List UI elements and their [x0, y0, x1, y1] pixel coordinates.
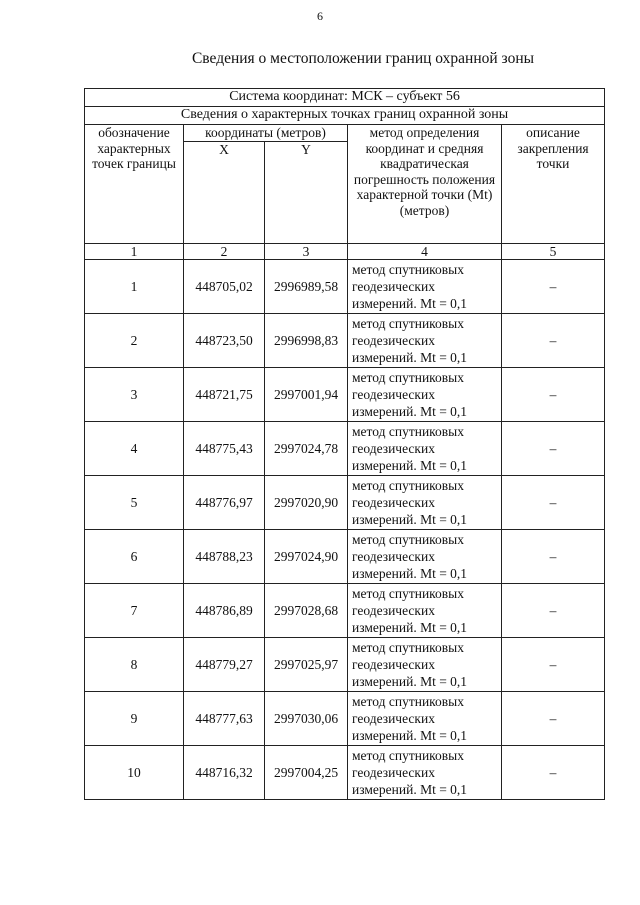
method-cell: метод спутниковых геодезических измерений. Mt = 0,1: [348, 260, 502, 314]
method-cell: метод спутниковых геодезических измерений. Mt = 0,1: [348, 746, 502, 800]
x-coordinate-cell: 448705,02: [184, 260, 265, 314]
point-number-cell: 10: [85, 746, 184, 800]
x-coordinate-cell: 448776,97: [184, 476, 265, 530]
table-row: [85, 692, 605, 746]
description-cell: –: [502, 638, 605, 692]
x-coordinate-cell: 448716,32: [184, 746, 265, 800]
table-row: [85, 584, 605, 638]
y-coordinate-cell: 2997024,90: [265, 530, 348, 584]
y-coordinate-cell: 2997028,68: [265, 584, 348, 638]
description-cell: –: [502, 746, 605, 800]
x-coordinate-cell: 448779,27: [184, 638, 265, 692]
column-number: 3: [265, 243, 348, 260]
table-row: [85, 368, 605, 422]
table-row: [85, 422, 605, 476]
point-number-cell: 8: [85, 638, 184, 692]
y-coordinate-cell: 2996989,58: [265, 260, 348, 314]
column-number: 1: [85, 243, 184, 260]
header-point-designation: обозначение характерных точек границы: [85, 125, 184, 244]
point-number-cell: 9: [85, 692, 184, 746]
x-coordinate-cell: 448775,43: [184, 422, 265, 476]
table-row: [85, 476, 605, 530]
description-cell: –: [502, 476, 605, 530]
column-number: 4: [348, 243, 502, 260]
point-number-cell: 1: [85, 260, 184, 314]
y-coordinate-cell: 2997024,78: [265, 422, 348, 476]
point-number-cell: 6: [85, 530, 184, 584]
header-description: описание закрепления точки: [502, 125, 605, 244]
section-title-header: Сведения о характерных точках границ охранной зоны: [85, 107, 605, 125]
x-coordinate-cell: 448723,50: [184, 314, 265, 368]
description-cell: –: [502, 584, 605, 638]
point-number-cell: 3: [85, 368, 184, 422]
method-cell: метод спутниковых геодезических измерений. Mt = 0,1: [348, 638, 502, 692]
method-cell: метод спутниковых геодезических измерений. Mt = 0,1: [348, 584, 502, 638]
table-row: [85, 260, 605, 314]
description-cell: –: [502, 692, 605, 746]
method-cell: метод спутниковых геодезических измерений. Mt = 0,1: [348, 476, 502, 530]
header-coordinates: координаты (метров): [184, 125, 348, 142]
column-number: 2: [184, 243, 265, 260]
x-coordinate-cell: 448777,63: [184, 692, 265, 746]
boundary-points-table: [84, 88, 605, 800]
table-row: [85, 638, 605, 692]
x-coordinate-cell: 448721,75: [184, 368, 265, 422]
y-coordinate-cell: 2996998,83: [265, 314, 348, 368]
y-coordinate-cell: 2997020,90: [265, 476, 348, 530]
y-coordinate-cell: 2997004,25: [265, 746, 348, 800]
table-row: [85, 314, 605, 368]
method-cell: метод спутниковых геодезических измерений. Mt = 0,1: [348, 692, 502, 746]
document-title: Сведения о местоположении границ охранной зоны: [191, 50, 535, 67]
method-cell: метод спутниковых геодезических измерений. Mt = 0,1: [348, 422, 502, 476]
coordinate-system-header: Система координат: МСК – субъект 56: [85, 89, 605, 107]
table-row: [85, 530, 605, 584]
y-coordinate-cell: 2997030,06: [265, 692, 348, 746]
column-number: 5: [502, 243, 605, 260]
method-cell: метод спутниковых геодезических измерений. Mt = 0,1: [348, 368, 502, 422]
point-number-cell: 4: [85, 422, 184, 476]
table-row: [85, 746, 605, 800]
description-cell: –: [502, 530, 605, 584]
x-coordinate-cell: 448786,89: [184, 584, 265, 638]
description-cell: –: [502, 422, 605, 476]
header-y: Y: [265, 141, 348, 243]
point-number-cell: 7: [85, 584, 184, 638]
page-number: 6: [317, 9, 323, 23]
description-cell: –: [502, 368, 605, 422]
header-method: метод определения координат и средняя квадратическая погрешность положения характерной точки (Mt) (метров): [348, 125, 502, 244]
y-coordinate-cell: 2997001,94: [265, 368, 348, 422]
method-cell: метод спутниковых геодезических измерений. Mt = 0,1: [348, 314, 502, 368]
x-coordinate-cell: 448788,23: [184, 530, 265, 584]
point-number-cell: 2: [85, 314, 184, 368]
point-number-cell: 5: [85, 476, 184, 530]
header-x: X: [184, 141, 265, 243]
y-coordinate-cell: 2997025,97: [265, 638, 348, 692]
method-cell: метод спутниковых геодезических измерений. Mt = 0,1: [348, 530, 502, 584]
description-cell: –: [502, 314, 605, 368]
description-cell: –: [502, 260, 605, 314]
